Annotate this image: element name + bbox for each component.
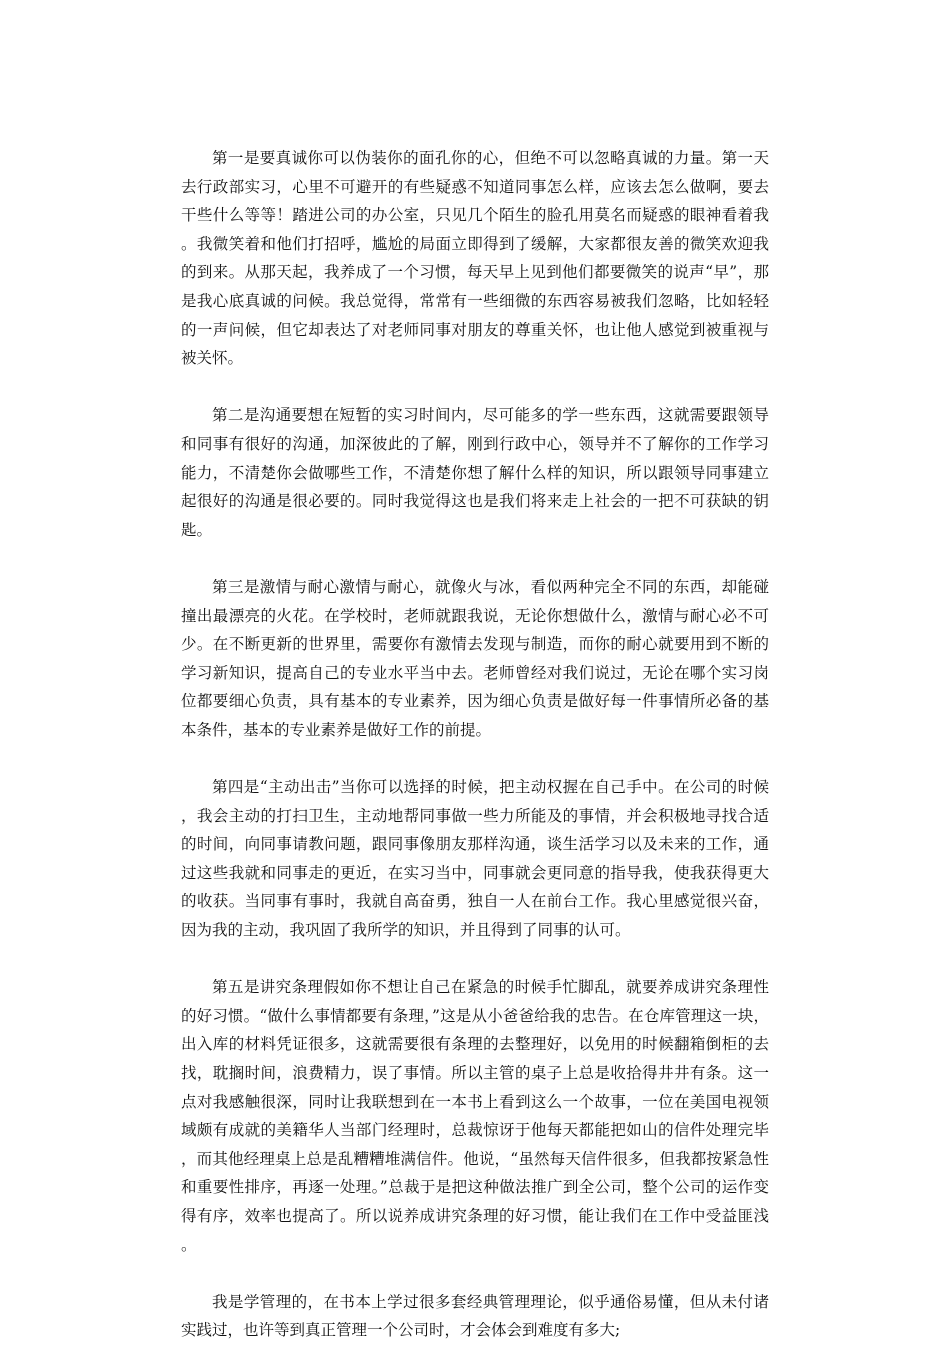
document-page xyxy=(181,144,769,1345)
paragraph-passion-patience: 第三是激情与耐心激情与耐心，就像火与冰，看似两种完全不同的东西，却能碰撞出最漂亮的火花。在学校时，老师就跟我说，无论你想做什么，激情与耐心必不可少。在不断更新的世界里，需要你有激情去发现与制造，而你的耐心就要用到不断的学习新知识，提高自己的专业水平当中去。老师曾经对我们说过，无论在哪个实习岗位都要细心负责，具有基本的专业素养，因为细心负责是做好每一件事情所必备的基本条件，基本的专业素养是做好工作的前提。 xyxy=(181,577,769,739)
paragraph-sincerity: 第一是要真诚你可以伪装你的面孔你的心，但绝不可以忽略真诚的力量。第一天去行政部实习，心里不可避开的有些疑惑不知道同事怎么样，应该去怎么做啊，要去干些什么等等！踏进公司的办公室，只见几个陌生的脸孔用莫名而疑惑的眼神看着我。我微笑着和他们打招呼，尴尬的局面立即得到了缓解，大家都很友善的微笑欢迎我的到来。从那天起，我养成了一个习惯，每天早上见到他们都要微笑的说声“早”，那是我心底真诚的问候。我总觉得，常常有一些细微的东西容易被我们忽略，比如轻轻的一声问候，但它却表达了对老师同事对朋友的尊重关怀，也让他人感觉到被重视与被关怀。 xyxy=(181,149,769,368)
paragraph-communication: 第二是沟通要想在短暂的实习时间内，尽可能多的学一些东西，这就需要跟领导和同事有很好的沟通，加深彼此的了解，刚到行政中心，领导并不了解你的工作学习能力，不清楚你会做哪些工作，不清楚你想了解什么样的知识，所以跟领导同事建立起很好的沟通是很必要的。同时我觉得这也是我们将来走上社会的一把不可获缺的钥匙。 xyxy=(181,406,769,539)
paragraph-initiative: 第四是“主动出击”当你可以选择的时候，把主动权握在自己手中。在公司的时候，我会主动的打扫卫生，主动地帮同事做一些力所能及的事情，并会积极地寻找合适的时间，向同事请教问题，跟同事像朋友那样沟通，谈生活学习以及未来的工作，通过这些我就和同事走的更近，在实习当中，同事就会更同意的指导我，使我获得更大的收获。当同事有事时，我就自高奋勇，独自一人在前台工作。我心里感觉很兴奋，因为我的主动，我巩固了我所学的知识，并且得到了同事的认可。 xyxy=(181,778,769,940)
paragraph-orderliness: 第五是讲究条理假如你不想让自己在紧急的时候手忙脚乱，就要养成讲究条理性的好习惯。“做什么事情都要有条理，”这是从小爸爸给我的忠告。在仓库管理这一块，出入库的材料凭证很多，这就需要很有条理的去整理好，以免用的时候翻箱倒柜的去找，耽搁时间，浪费精力，误了事情。所以主管的桌子上总是收拾得井井有条。这一点对我感触很深，同时让我联想到在一本书上看到这么一个故事，一位在美国电视领域颇有成就的美籍华人当部门经理时，总裁惊讶于他每天都能把如山的信件处理完毕，而其他经理桌上总是乱糟糟堆满信件。他说，“虽然每天信件很多，但我都按紧急性和重要性排序，再逐一处理。”总裁于是把这种做法推广到全公司，整个公司的运作变得有序，效率也提高了。所以说养成讲究条理的好习惯，能让我们在工作中受益匪浅。 xyxy=(181,978,769,1254)
paragraph-management-study: 我是学管理的，在书本上学过很多套经典管理理论，似乎通俗易懂，但从未付诸实践过，也许等到真正管理一个公司时，才会体会到难度有多大; xyxy=(181,1292,769,1340)
